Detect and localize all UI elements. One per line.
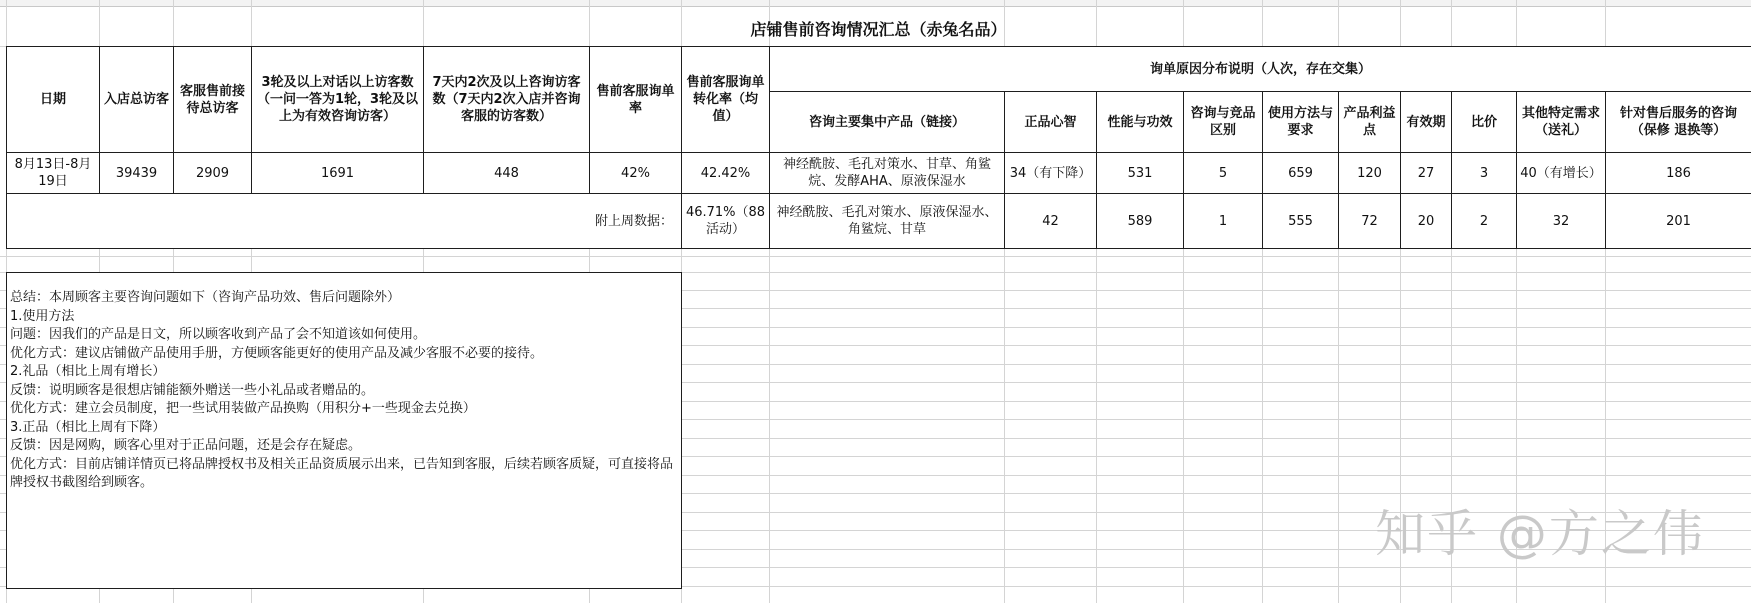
cell-prev-price-compare[interactable]: 2: [1452, 194, 1517, 249]
cell-performance[interactable]: 531: [1097, 153, 1184, 194]
cell-authentic[interactable]: 34（有下降）: [1005, 153, 1097, 194]
cell-date[interactable]: 8月13日-8月19日: [7, 153, 100, 194]
header-benefit[interactable]: 产品利益点: [1339, 92, 1401, 153]
header-price-compare[interactable]: 比价: [1452, 92, 1517, 153]
watermark: 知乎 @方之伟: [1375, 505, 1705, 563]
summary-line: 3.正品（相比上周有下降）: [10, 419, 166, 435]
header-usage[interactable]: 使用方法与要求: [1263, 92, 1339, 153]
summary-line: 问题：因我们的产品是日文，所以顾客收到产品了会不知道该如何使用。: [10, 327, 427, 342]
header-authentic[interactable]: 正品心智: [1005, 92, 1097, 153]
cell-prev-after-sales[interactable]: 201: [1606, 194, 1751, 249]
sheet-title: 店铺售前咨询情况汇总（赤兔名品）: [750, 19, 1007, 39]
cell-repeat-7days[interactable]: 448: [424, 153, 590, 194]
header-competitor[interactable]: 咨询与竞品区别: [1184, 92, 1263, 153]
cell-special-needs[interactable]: 40（有增长）: [1517, 153, 1606, 194]
cell-after-sales[interactable]: 186: [1606, 153, 1751, 194]
cell-prev-conversion-rate[interactable]: 46.71%（88活动）: [682, 194, 770, 249]
header-reason-group[interactable]: 询单原因分布说明（人次，存在交集）: [770, 47, 1751, 92]
cell-price-compare[interactable]: 3: [1452, 153, 1517, 194]
header-cs-received[interactable]: 客服售前接待总访客: [174, 47, 252, 153]
column-header-strip: [0, 0, 1751, 7]
header-conversion-rate[interactable]: 售前客服询单转化率（均值）: [682, 47, 770, 153]
summary-line: 2.礼品（相比上周有增长）: [10, 364, 166, 379]
cell-dialogue-3plus[interactable]: 1691: [252, 153, 424, 194]
header-special-needs[interactable]: 其他特定需求（送礼）: [1517, 92, 1606, 153]
summary-line: 反馈：说明顾客是很想店铺能额外赠送一些小礼品或者赠品的。: [10, 382, 375, 398]
header-total-visitors[interactable]: 入店总访客: [100, 47, 174, 153]
header-repeat-7days[interactable]: 7天内2次及以上咨询访客数（7天内2次入店并咨询客服的访客数）: [424, 47, 590, 153]
table-row-previous-week: [7, 194, 1751, 249]
cell-competitor[interactable]: 5: [1184, 153, 1263, 194]
header-main-products[interactable]: 咨询主要集中产品（链接）: [770, 92, 1005, 153]
summary-line: 优化方式：建立会员制度，把一些试用装做产品换购（用积分+一些现金去兑换）: [10, 401, 476, 416]
cell-inquiry-rate[interactable]: 42%: [590, 153, 682, 194]
summary-line: 1.使用方法: [10, 308, 75, 324]
cell-prev-performance[interactable]: 589: [1097, 194, 1184, 249]
summary-line: 优化方式：目前店铺详情页已将品牌授权书及相关正品资质展示出来，已告知到客服，后续若顾客质疑，可直接将品牌授权书截图给到顾客。: [10, 456, 674, 490]
cell-total-visitors[interactable]: 39439: [100, 153, 174, 194]
cell-main-products[interactable]: 神经酰胺、毛孔对策水、甘草、角鲨烷、发酵AHA、原液保湿水: [770, 153, 1005, 194]
cell-prev-benefit[interactable]: 72: [1339, 194, 1401, 249]
header-performance[interactable]: 性能与功效: [1097, 92, 1184, 153]
table-row-current-week: [7, 153, 1751, 194]
cell-benefit[interactable]: 120: [1339, 153, 1401, 194]
header-inquiry-rate[interactable]: 售前客服询单率: [590, 47, 682, 153]
cell-conversion-rate[interactable]: 42.42%: [682, 153, 770, 194]
cell-usage[interactable]: 659: [1263, 153, 1339, 194]
consultation-summary-table: [6, 46, 1751, 249]
cell-prev-main-products[interactable]: 神经酰胺、毛孔对策水、原液保湿水、角鲨烷、甘草: [770, 194, 1005, 249]
cell-prev-competitor[interactable]: 1: [1184, 194, 1263, 249]
header-date[interactable]: 日期: [7, 47, 100, 153]
cell-previous-label[interactable]: 附上周数据：: [7, 194, 682, 249]
cell-prev-special-needs[interactable]: 32: [1517, 194, 1606, 249]
summary-line: 优化方式：建议店铺做产品使用手册，方便顾客能更好的使用产品及减少客服不必要的接待。: [10, 345, 544, 361]
cell-validity[interactable]: 27: [1401, 153, 1452, 194]
summary-line: 反馈：因是网购，顾客心里对于正品问题，还是会存在疑虑。: [10, 438, 362, 453]
cell-prev-authentic[interactable]: 42: [1005, 194, 1097, 249]
header-validity[interactable]: 有效期: [1401, 92, 1452, 153]
summary-line: 总结：本周顾客主要咨询问题如下（咨询产品功效、售后问题除外）: [10, 290, 401, 305]
cell-prev-usage[interactable]: 555: [1263, 194, 1339, 249]
cell-cs-received[interactable]: 2909: [174, 153, 252, 194]
cell-prev-validity[interactable]: 20: [1401, 194, 1452, 249]
header-dialogue-3plus[interactable]: 3轮及以上对话以上访客数（一问一答为1轮，3轮及以上为有效咨询访客）: [252, 47, 424, 153]
summary-text-box[interactable]: [6, 272, 682, 589]
header-after-sales[interactable]: 针对售后服务的咨询（保修 退换等）: [1606, 92, 1751, 153]
